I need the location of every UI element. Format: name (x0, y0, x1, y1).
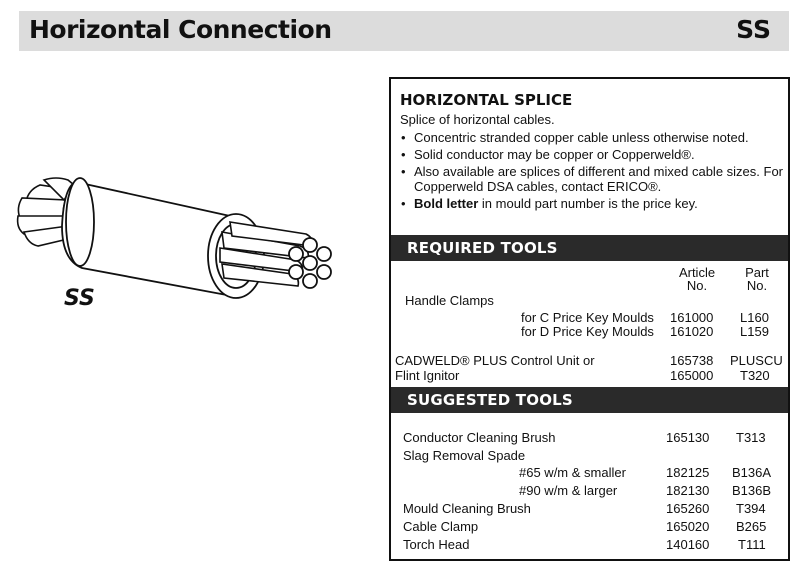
splice-description: Splice of horizontal cables. (400, 112, 555, 127)
page-title: Horizontal Connection (29, 15, 332, 44)
suggested-tools-heading: SUGGESTED TOOLS (391, 387, 788, 413)
article-column-header: Article No. (678, 265, 716, 293)
splice-illustration (10, 160, 350, 320)
splice-title: HORIZONTAL SPLICE (400, 91, 573, 109)
bullet-item-price-key (400, 196, 786, 211)
header-bar (19, 11, 789, 51)
splice-bullets (400, 130, 786, 213)
bullet-item: • Also available are splices of different and mixed cable sizes. For Copperweld DSA cables, contact ERICO®. (400, 164, 786, 194)
price-key-text: in mould part number is the price key. (478, 196, 698, 211)
part-column-header: Part No. (745, 265, 769, 293)
connection-code: SS (736, 15, 771, 44)
required-tools-heading: REQUIRED TOOLS (391, 235, 788, 261)
handle-clamps-label: Handle Clamps (405, 293, 494, 308)
spec-panel: HORIZONTAL SPLICE Splice of horizontal cables. • Concentric stranded copper cable unless otherwise noted. • Solid conductor may be copper or Copperweld®. • Also available are splices of different and mixed cable sizes. For Copperweld DSA cables, contact ERICO®. • Bold letter in mould part number is the price key. REQUIRED TOOLS Article No. Part No. Handle Clamps for C Price Key Moulds 161000 L160 for D Price Key Moulds 161020 L159 CADWELD® PLUS Control Unit or 165738 PLUSCU Flint Ignitor 165000 T320 SUGGESTED TOOLS Conductor Cleaning Brush 165130 T313 Slag Removal Spade #65 w/m & smaller 182125 B136A #90 w/m & larger 182130 B136B Mould Cleaning Brush 165260 T394 Cable Clamp 165020 B265 Torch Head 140160 T111 (389, 77, 790, 561)
illustration-label: SS (64, 286, 95, 311)
bullet-item: • Concentric stranded copper cable unless otherwise noted. (400, 130, 786, 145)
bold-letter-text: Bold letter (414, 196, 479, 211)
bullet-item: • Solid conductor may be copper or Copperweld®. (400, 147, 786, 162)
